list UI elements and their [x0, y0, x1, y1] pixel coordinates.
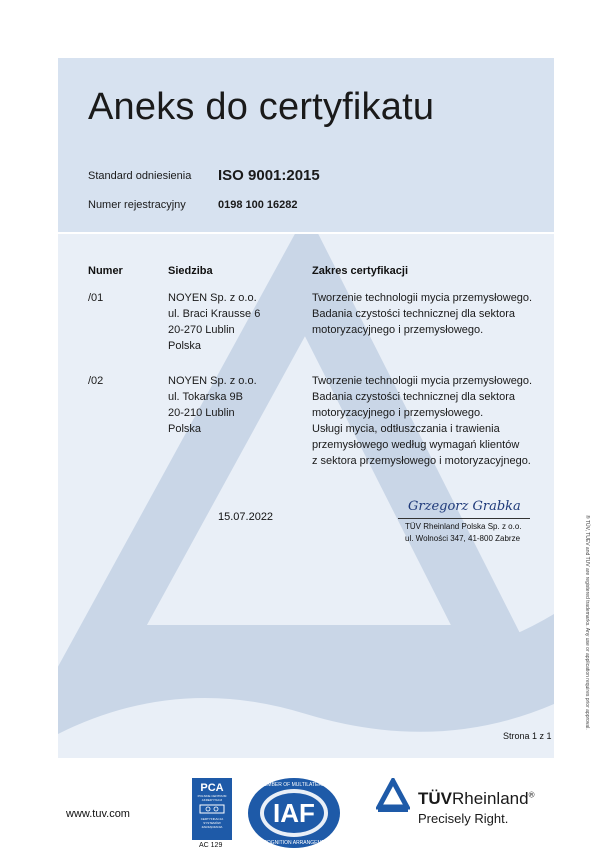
scope-line: przemysłowego według wymagań klientów: [312, 439, 520, 451]
pca-subtitle: POLSKIE CENTRUM: [197, 794, 227, 798]
document-title: Aneks do certyfikatu: [88, 86, 435, 128]
pca-title: PCA: [200, 782, 224, 794]
address-line: 20-210 Lublin: [168, 407, 235, 419]
scope-line: z sektora przemysłowego i motoryzacyjnego.: [312, 455, 531, 467]
address-line: ul. Tokarska 9B: [168, 391, 244, 403]
column-header-address: Siedziba: [168, 265, 213, 277]
standard-value: ISO 9001:2015: [218, 167, 320, 184]
iaf-letters: IAF: [273, 798, 315, 828]
row-1-number: /01: [88, 292, 104, 304]
tuv-triangle-logo-icon: [376, 778, 410, 812]
registration-value: 0198 100 16282: [218, 199, 298, 211]
address-line: NOYEN Sp. z o.o.: [168, 292, 257, 304]
page-number: Strona 1 z 1: [503, 731, 552, 741]
footer-website-link[interactable]: www.tuv.com: [66, 808, 130, 820]
registration-label: Numer rejestracyjny: [88, 199, 186, 211]
scope-line: Usługi mycia, odtłuszczania i trawienia: [312, 423, 500, 435]
pca-accreditation-code: AC 129: [199, 842, 223, 849]
address-line: Polska: [168, 423, 202, 435]
pca-accreditation-logo-icon: [192, 778, 232, 840]
signatory-company: TÜV Rheinland Polska Sp. z o.o.: [405, 522, 522, 531]
iaf-top-arc-text: MEMBER OF MULTILATERAL: [259, 782, 329, 788]
address-line: 20-270 Lublin: [168, 324, 235, 336]
scope-line: motoryzacyjnego i przemysłowego.: [312, 407, 484, 419]
scope-line: motoryzacyjnego i przemysłowego.: [312, 324, 484, 336]
row-1-address: [168, 290, 260, 354]
brand-tagline: Precisely Right.: [418, 811, 509, 826]
registered-mark: ®: [528, 790, 535, 800]
scope-line: Badania czystości technicznej dla sektora: [312, 391, 515, 403]
tuv-brand-rest: Rheinland: [452, 789, 529, 808]
pca-caption: SYSTEMÓW: [203, 821, 221, 825]
scope-line: Badania czystości technicznej dla sektora: [312, 308, 515, 320]
scope-line: Tworzenie technologii mycia przemysłowego.: [312, 292, 533, 304]
row-2-number: /02: [88, 375, 104, 387]
pca-caption: ZARZĄDZANIA: [201, 825, 223, 829]
pca-caption: CERTYFIKACJA: [200, 817, 224, 821]
column-header-scope: Zakres certyfikacji: [312, 265, 409, 277]
signature-line: [398, 518, 530, 519]
address-line: ul. Braci Krausse 6: [168, 308, 261, 320]
scope-line: Tworzenie technologii mycia przemysłowego.: [312, 375, 533, 387]
handwritten-signature: Grzegorz Grabka: [408, 499, 521, 514]
row-2-address: [168, 373, 257, 437]
signatory-address: ul. Wolności 347, 41-800 Zabrze: [405, 534, 521, 543]
tuv-brand-bold: TÜV: [418, 789, 452, 808]
issue-date: 15.07.2022: [218, 511, 274, 523]
address-line: Polska: [168, 340, 202, 352]
trademark-note: ® TÜV, TUEV and TUV are registered trademarks. Any use or application requires prior approval.: [584, 515, 590, 730]
tuv-rheinland-brand: [418, 789, 534, 809]
iaf-logo-icon: [246, 776, 342, 850]
iaf-bottom-arc-text: RECOGNITION ARRANGEMENT: [256, 840, 332, 846]
address-line: NOYEN Sp. z o.o.: [168, 375, 257, 387]
pca-subtitle: AKREDYTACJI: [201, 798, 223, 802]
standard-label: Standard odniesienia: [88, 170, 192, 182]
row-2-scope: [312, 373, 532, 469]
column-header-number: Numer: [88, 265, 123, 277]
row-1-scope: [312, 290, 532, 338]
